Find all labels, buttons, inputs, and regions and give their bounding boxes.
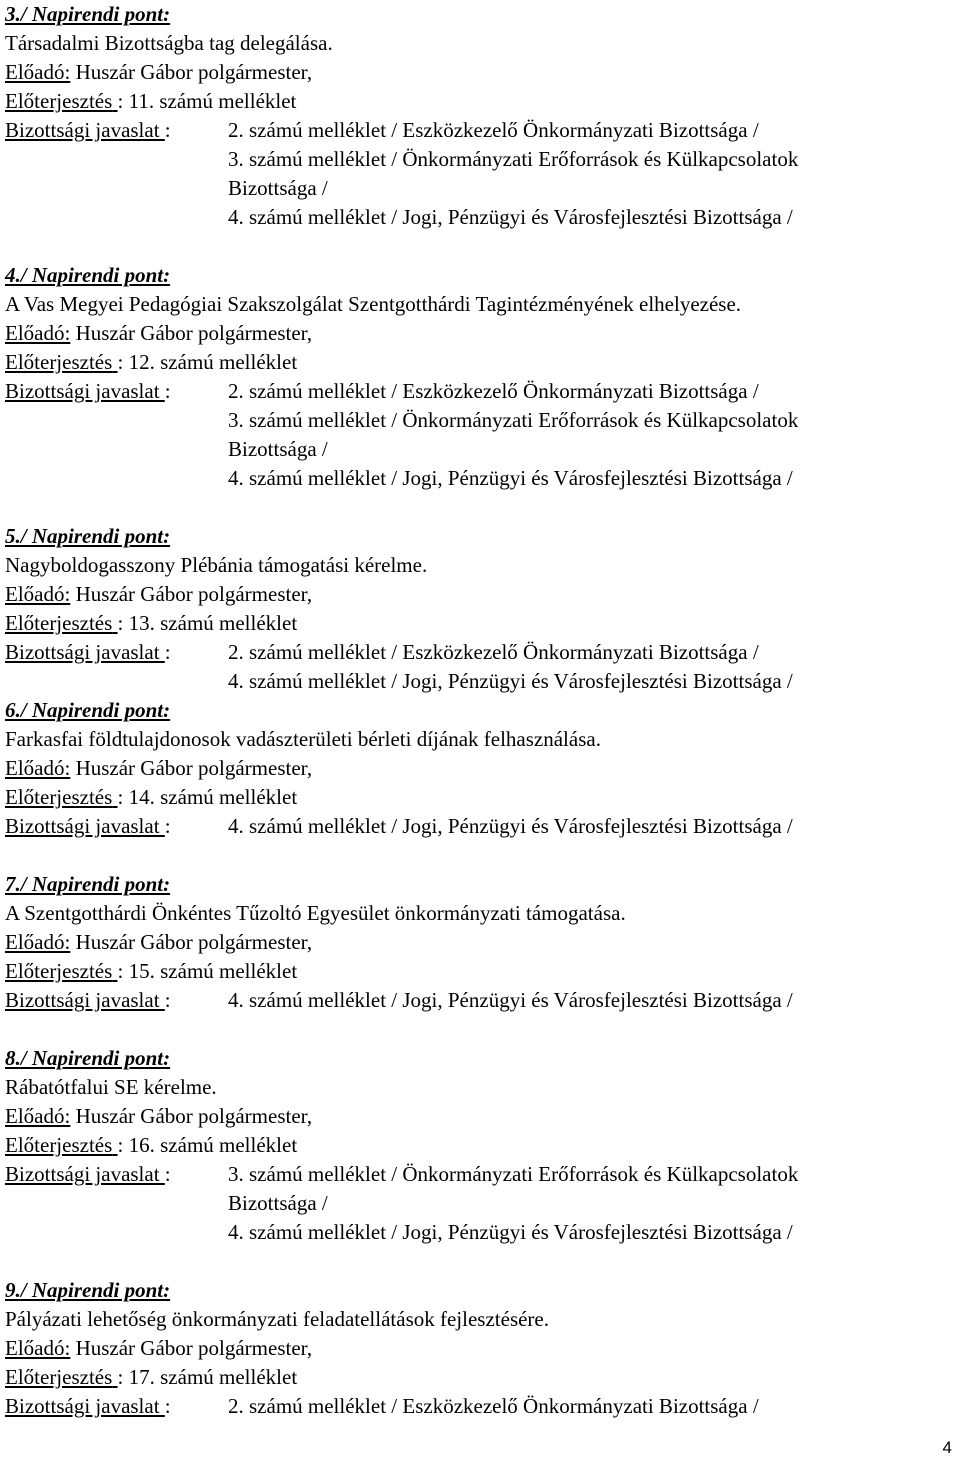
- recommendation-label: Bizottsági javaslat: [5, 988, 160, 1012]
- item-spacer: [5, 232, 955, 261]
- presenter-name: Huszár Gábor polgármester,: [75, 756, 313, 780]
- recommendation-line: Bizottsága /: [228, 437, 328, 461]
- recommendation-block: [5, 1160, 955, 1247]
- recommendation-line: 4. számú melléklet / Jogi, Pénzügyi és Városfejlesztési Bizottsága /: [228, 1220, 793, 1244]
- recommendation-colon: :: [164, 1394, 171, 1418]
- presenter-label: Előadó:: [5, 1336, 71, 1360]
- proposal-label: Előterjesztés: [5, 350, 113, 374]
- recommendation-label-cell: [5, 1392, 228, 1421]
- presenter-line: [5, 754, 955, 783]
- presenter-line: [5, 58, 955, 87]
- agenda-item: [5, 870, 955, 1044]
- recommendation-block: [5, 1392, 955, 1421]
- recommendation-line: Bizottsága /: [228, 176, 328, 200]
- agenda-item-title: 9./ Napirendi pont:: [5, 1278, 171, 1302]
- recommendation-list: [228, 116, 955, 232]
- recommendation-label: Bizottsági javaslat: [5, 1162, 160, 1186]
- proposal-reference: : 16. számú melléklet: [117, 1133, 298, 1157]
- presenter-label: Előadó:: [5, 321, 71, 345]
- proposal-reference: : 13. számú melléklet: [117, 611, 298, 635]
- proposal-line: [5, 957, 955, 986]
- item-spacer: [5, 841, 955, 870]
- proposal-line: [5, 1131, 955, 1160]
- agenda-item-title: 6./ Napirendi pont:: [5, 698, 171, 722]
- recommendation-line: 4. számú melléklet / Jogi, Pénzügyi és Városfejlesztési Bizottsága /: [228, 205, 793, 229]
- presenter-line: [5, 1334, 955, 1363]
- agenda-item-title: 7./ Napirendi pont:: [5, 872, 171, 896]
- recommendation-line: 4. számú melléklet / Jogi, Pénzügyi és Városfejlesztési Bizottsága /: [228, 466, 793, 490]
- agenda-item-subject: Társadalmi Bizottságba tag delegálása.: [5, 31, 333, 55]
- agenda-item: [5, 1044, 955, 1276]
- recommendation-list: [228, 377, 955, 493]
- recommendation-colon: :: [164, 118, 171, 142]
- agenda-item-subject: Nagyboldogasszony Plébánia támogatási kérelme.: [5, 553, 428, 577]
- presenter-name: Huszár Gábor polgármester,: [75, 930, 313, 954]
- presenter-name: Huszár Gábor polgármester,: [75, 321, 313, 345]
- presenter-name: Huszár Gábor polgármester,: [75, 582, 313, 606]
- proposal-reference: : 15. számú melléklet: [117, 959, 298, 983]
- recommendation-label: Bizottsági javaslat: [5, 640, 160, 664]
- agenda-item-title: 4./ Napirendi pont:: [5, 263, 171, 287]
- presenter-line: [5, 1102, 955, 1131]
- presenter-label: Előadó:: [5, 756, 71, 780]
- proposal-reference: : 17. számú melléklet: [117, 1365, 298, 1389]
- recommendation-line: 2. számú melléklet / Eszközkezelő Önkormányzati Bizottsága /: [228, 379, 759, 403]
- proposal-label: Előterjesztés: [5, 611, 113, 635]
- document-body: [5, 0, 955, 1421]
- proposal-line: [5, 783, 955, 812]
- recommendation-list: [228, 812, 955, 841]
- page-number: 4: [942, 1438, 952, 1457]
- recommendation-label: Bizottsági javaslat: [5, 1394, 160, 1418]
- presenter-line: [5, 928, 955, 957]
- recommendation-label-cell: [5, 638, 228, 667]
- agenda-item-subject: Rábatótfalui SE kérelme.: [5, 1075, 217, 1099]
- recommendation-label: Bizottsági javaslat: [5, 118, 160, 142]
- item-spacer: [5, 493, 955, 522]
- recommendation-label: Bizottsági javaslat: [5, 814, 160, 838]
- presenter-label: Előadó:: [5, 1104, 71, 1128]
- recommendation-line: 2. számú melléklet / Eszközkezelő Önkormányzati Bizottsága /: [228, 640, 759, 664]
- recommendation-colon: :: [164, 379, 171, 403]
- recommendation-list: [228, 638, 955, 696]
- recommendation-line: 3. számú melléklet / Önkormányzati Erőforrások és Külkapcsolatok: [228, 1162, 799, 1186]
- recommendation-list: [228, 1392, 955, 1421]
- proposal-label: Előterjesztés: [5, 1133, 113, 1157]
- agenda-item: [5, 696, 955, 870]
- item-spacer: [5, 1015, 955, 1044]
- proposal-line: [5, 87, 955, 116]
- agenda-item: [5, 1276, 955, 1421]
- recommendation-label-cell: [5, 986, 228, 1015]
- recommendation-line: 4. számú melléklet / Jogi, Pénzügyi és Városfejlesztési Bizottsága /: [228, 814, 793, 838]
- agenda-item: [5, 0, 955, 261]
- proposal-reference: : 14. számú melléklet: [117, 785, 298, 809]
- presenter-line: [5, 580, 955, 609]
- recommendation-colon: :: [164, 988, 171, 1012]
- presenter-line: [5, 319, 955, 348]
- recommendation-line: 3. számú melléklet / Önkormányzati Erőforrások és Külkapcsolatok: [228, 147, 799, 171]
- presenter-label: Előadó:: [5, 60, 71, 84]
- presenter-name: Huszár Gábor polgármester,: [75, 1104, 313, 1128]
- presenter-name: Huszár Gábor polgármester,: [75, 60, 313, 84]
- agenda-item-title: 8./ Napirendi pont:: [5, 1046, 171, 1070]
- recommendation-line: 2. számú melléklet / Eszközkezelő Önkormányzati Bizottsága /: [228, 118, 759, 142]
- proposal-line: [5, 1363, 955, 1392]
- agenda-item-subject: A Vas Megyei Pedagógiai Szakszolgálat Szentgotthárdi Tagintézményének elhelyezése.: [5, 292, 742, 316]
- agenda-item-subject: A Szentgotthárdi Önkéntes Tűzoltó Egyesület önkormányzati támogatása.: [5, 901, 626, 925]
- agenda-item-subject: Pályázati lehetőség önkormányzati feladatellátások fejlesztésére.: [5, 1307, 550, 1331]
- recommendation-block: [5, 377, 955, 493]
- recommendation-colon: :: [164, 1162, 171, 1186]
- recommendation-line: 4. számú melléklet / Jogi, Pénzügyi és Városfejlesztési Bizottsága /: [228, 669, 793, 693]
- agenda-item: [5, 522, 955, 696]
- agenda-item-title: 3./ Napirendi pont:: [5, 2, 171, 26]
- recommendation-line: 3. számú melléklet / Önkormányzati Erőforrások és Külkapcsolatok: [228, 408, 799, 432]
- recommendation-line: 4. számú melléklet / Jogi, Pénzügyi és Városfejlesztési Bizottsága /: [228, 988, 793, 1012]
- item-spacer: [5, 1247, 955, 1276]
- proposal-label: Előterjesztés: [5, 959, 113, 983]
- proposal-reference: : 12. számú melléklet: [117, 350, 298, 374]
- recommendation-colon: :: [164, 640, 171, 664]
- presenter-name: Huszár Gábor polgármester,: [75, 1336, 313, 1360]
- proposal-label: Előterjesztés: [5, 89, 113, 113]
- agenda-item-title: 5./ Napirendi pont:: [5, 524, 171, 548]
- recommendation-label: Bizottsági javaslat: [5, 379, 160, 403]
- recommendation-label-cell: [5, 812, 228, 841]
- recommendation-label-cell: [5, 116, 228, 145]
- recommendation-list: [228, 1160, 955, 1247]
- recommendation-list: [228, 986, 955, 1015]
- recommendation-label-cell: [5, 1160, 228, 1189]
- recommendation-block: [5, 986, 955, 1015]
- proposal-label: Előterjesztés: [5, 1365, 113, 1389]
- recommendation-block: [5, 812, 955, 841]
- proposal-label: Előterjesztés: [5, 785, 113, 809]
- recommendation-block: [5, 116, 955, 232]
- recommendation-label-cell: [5, 377, 228, 406]
- presenter-label: Előadó:: [5, 582, 71, 606]
- recommendation-colon: :: [164, 814, 171, 838]
- recommendation-line: Bizottsága /: [228, 1191, 328, 1215]
- recommendation-block: [5, 638, 955, 696]
- presenter-label: Előadó:: [5, 930, 71, 954]
- agenda-item: [5, 261, 955, 522]
- agenda-item-subject: Farkasfai földtulajdonosok vadászterületi bérleti díjának felhasználása.: [5, 727, 601, 751]
- proposal-line: [5, 348, 955, 377]
- recommendation-line: 2. számú melléklet / Eszközkezelő Önkormányzati Bizottsága /: [228, 1394, 759, 1418]
- proposal-reference: : 11. számú melléklet: [117, 89, 297, 113]
- proposal-line: [5, 609, 955, 638]
